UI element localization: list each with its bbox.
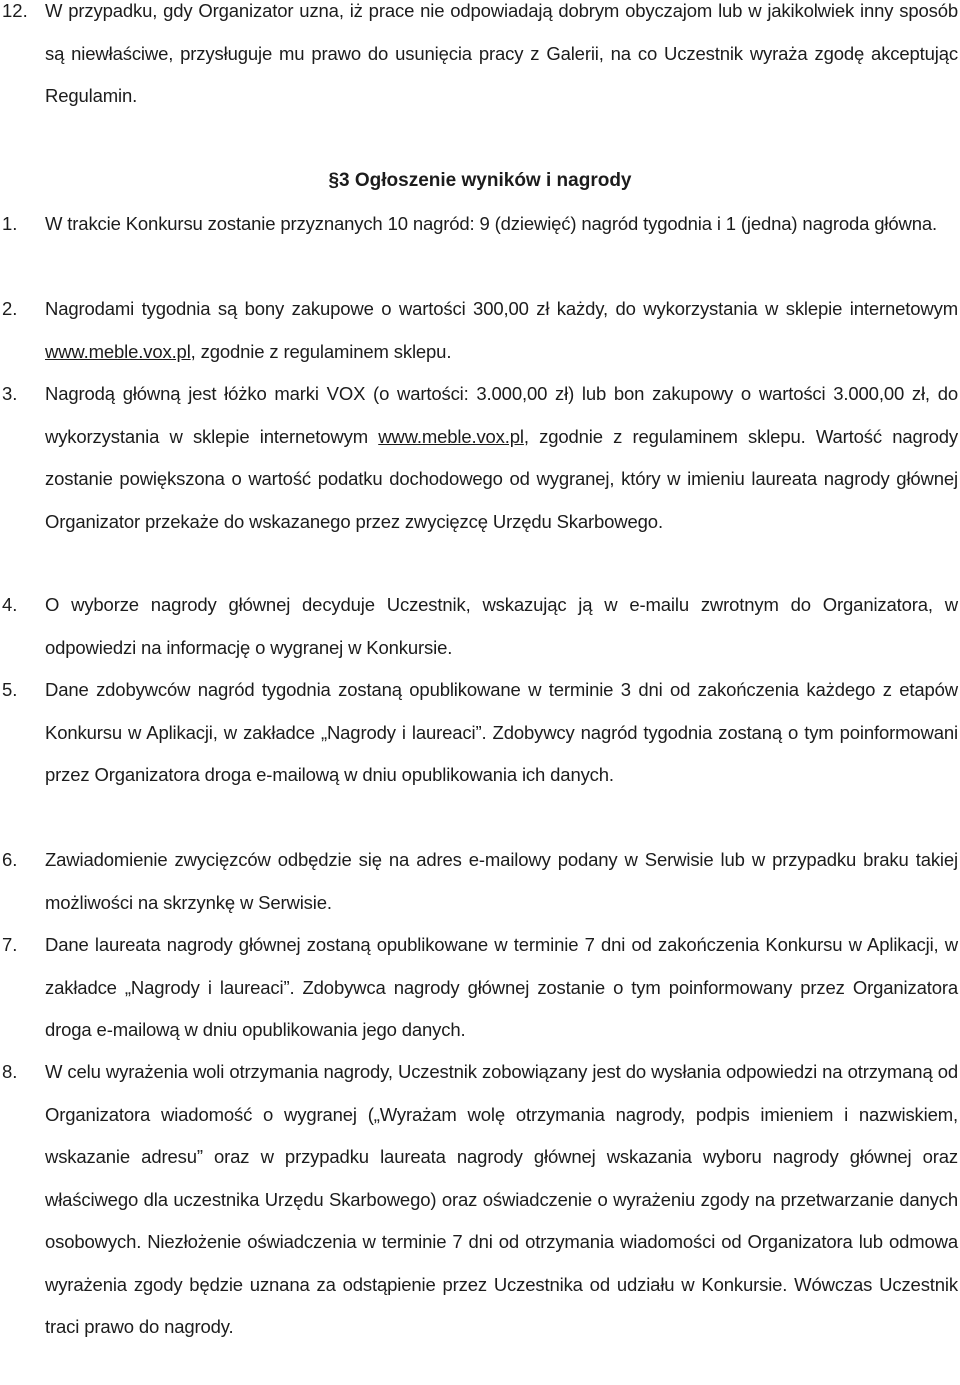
section3-item-3 [0,373,958,543]
item-text: W celu wyrażenia woli otrzymania nagrody, Uczestnik zobowiązany jest do wysłania odpowiedzi na otrzymaną od Organizatora wiadomość o wygranej („Wyrażam wolę otrzymania nagrody, podpis imieniem i nazwiskiem, wskazanie adresu” oraz w przypadku laureata nagrody głównej wskazania wyboru nagrody głównej oraz właściwego dla uczestnika Urzędu Skarbowego) oraz oświadczenie o wyrażeniu zgody na przetwarzanie danych osobowych. Niezłożenie oświadczenia w terminie 7 dni od otrzymania wiadomości od Organizatora lub odmowa wyrażenia zgody będzie uznana za odstąpienie przez Uczestnika od udziału w Konkursie. Wówczas Uczestnik traci prawo do nagrody. [45,1061,958,1337]
item-text [45,373,958,543]
item-number: 7. [2,934,18,955]
item-text-part: Nagrodami tygodnia są bony zakupowe o wartości 300,00 zł każdy, do wykorzystania w sklepie internetowym [45,298,958,319]
item-text: Dane zdobywców nagród tygodnia zostaną opublikowane w terminie 3 dni od zakończenia każdego z etapów Konkursu w Aplikacji, w zakładce „Nagrody i laureaci”. Zdobywcy nagród tygodnia zostaną o tym poinformowani przez Organizatora droga e-mailową w dniu opublikowania ich danych. [45,679,958,785]
clause-12 [0,0,958,118]
section3-item-8 [0,1051,958,1349]
item-number: 1. [2,213,18,234]
item-number: 5. [2,679,18,700]
section-heading: §3 Ogłoszenie wyników i nagrody [328,170,632,191]
shop-link[interactable]: www.meble.vox.pl [45,340,191,362]
item-text: O wyborze nagrody głównej decyduje Uczestnik, wskazując ją w e-mailu zwrotnym do Organizatora, w odpowiedzi na informację o wygranej w Konkursie. [45,594,958,658]
section3-item-4 [0,584,958,669]
item-text [45,288,958,373]
item-text: Zawiadomienie zwycięzców odbędzie się na adres e-mailowy podany w Serwisie lub w przypadku braku takiej możliwości na skrzynkę w Serwisie. [45,849,958,913]
clause-text: W przypadku, gdy Organizator uzna, iż prace nie odpowiadają dobrym obyczajom lub w jakikolwiek inny sposób są niewłaściwe, przysługuje mu prawo do usunięcia pracy z Galerii, na co Uczestnik wyraża zgodę akceptując Regulamin. [45,0,958,106]
section3-item-5 [0,669,958,797]
item-number: 6. [2,849,18,870]
item-number: 4. [2,594,18,615]
item-number: 2. [2,298,18,319]
section3-item-1 [0,203,958,246]
item-text-part: , zgodnie z regulaminem sklepu. [190,340,452,362]
section3-item-7 [0,924,958,1052]
item-text: W trakcie Konkursu zostanie przyznanych 10 nagród: 9 (dziewięć) nagród tygodnia i 1 (jedna) nagroda główna. [45,213,937,234]
shop-link[interactable]: www.meble.vox.pl [378,425,524,447]
item-text-part: , zgodnie z regulaminem sklepu. Wartość nagrody zostanie powiększona o wartość podatku dochodowego od wygranej, który w imieniu laureata nagrody głównej Organizator przekaże do wskazanego przez zwycięzcę Urzędu Skarbowego. [45,425,959,532]
item-number: 3. [2,383,18,404]
section3-item-6 [0,839,958,924]
item-text: Dane laureata nagrody głównej zostaną opublikowane w terminie 7 dni od zakończenia Konkursu w Aplikacji, w zakładce „Nagrody i laureaci”. Zdobywca nagrody głównej zostanie o tym poinformowany przez Organizatora droga e-mailową w dniu opublikowania jego danych. [45,934,958,1040]
item-number: 8. [2,1061,18,1082]
item-text-part: Nagrodą główną jest łóżko marki VOX (o wartości: 3.000,00 zł) lub bon zakupowy o wartości 3.000,00 zł, do wykorzystania w sklepie internetowym [45,383,958,447]
section3-item-2 [0,288,958,373]
clause-number: 12. [2,0,28,21]
